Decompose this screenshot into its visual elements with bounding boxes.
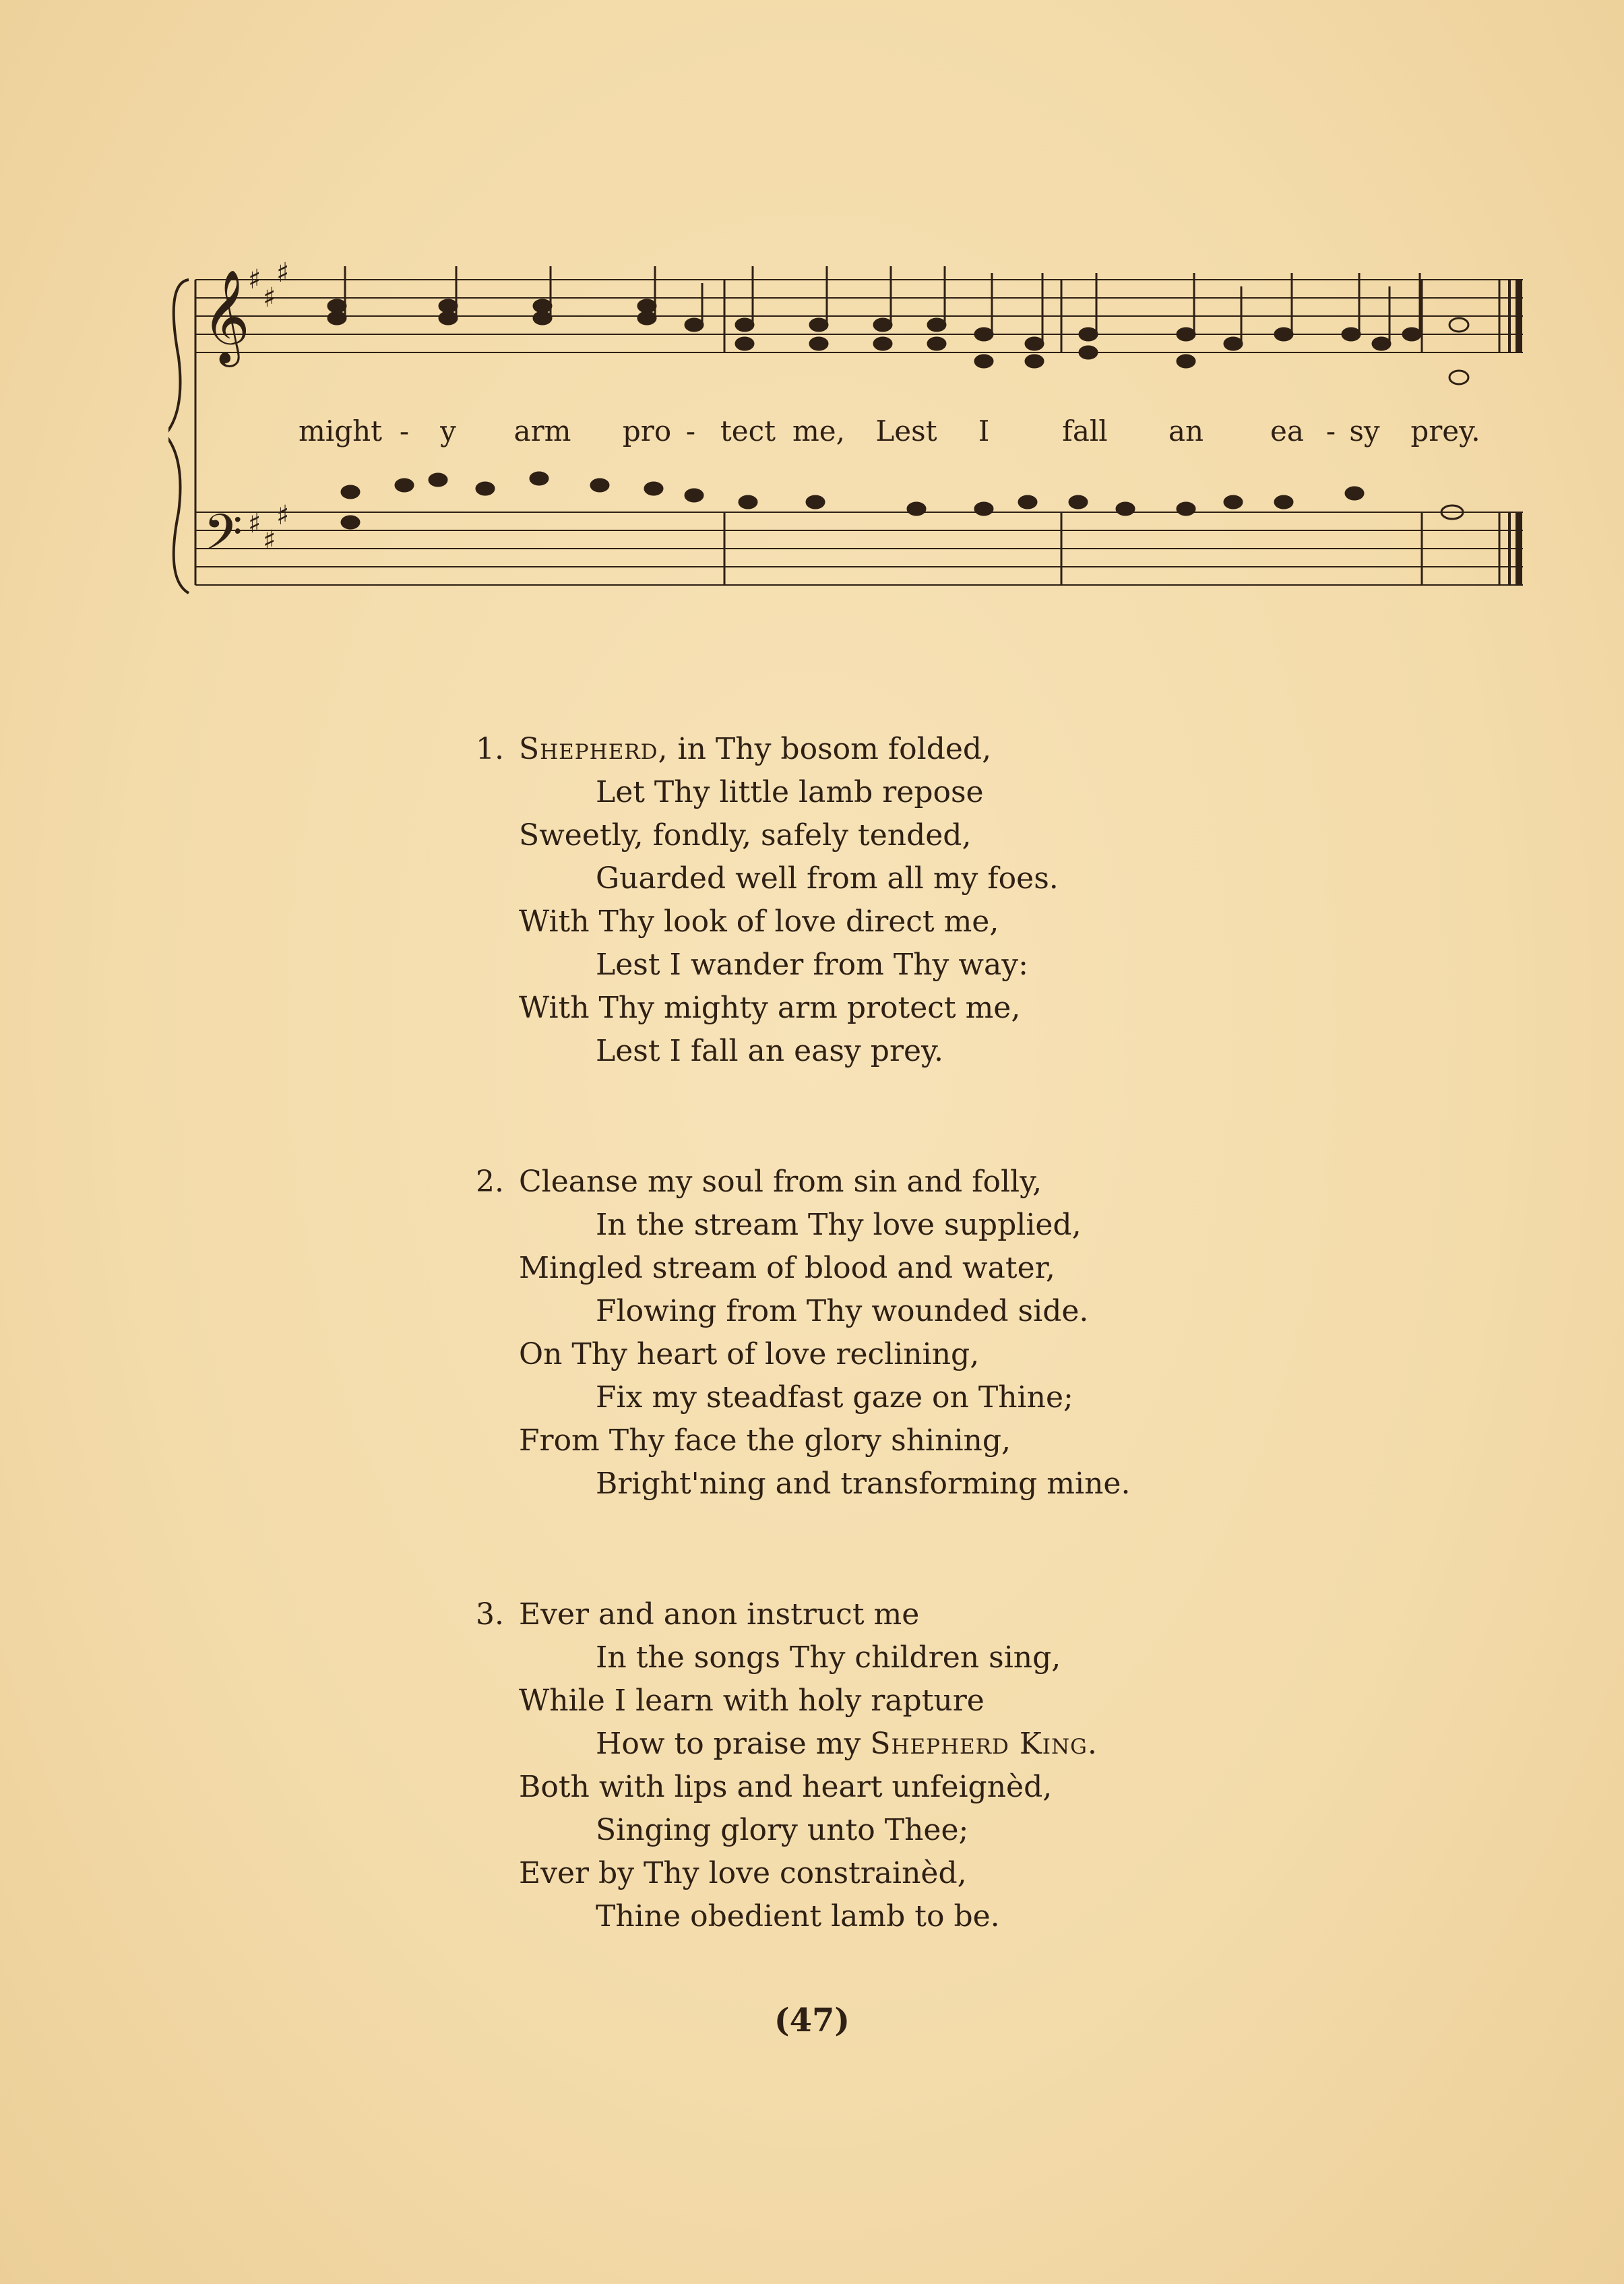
verse-number: 2. — [476, 1165, 504, 1199]
lyric-syllable: might — [298, 414, 383, 447]
verse-line-text: Cleanse my soul from sin and folly, — [519, 1165, 1042, 1199]
verse-line — [519, 1723, 1328, 1766]
treble-clef-icon: 𝄞 — [202, 270, 250, 363]
lyric-syllable: an — [1168, 414, 1204, 447]
lyric-syllable: Lest — [875, 414, 937, 447]
verse-line — [476, 1593, 1328, 1636]
svg-text:♯: ♯ — [263, 282, 276, 313]
verse-line: Mingled stream of blood and water, — [519, 1251, 1055, 1285]
verse-3 — [476, 1593, 1328, 1938]
svg-text:♯: ♯ — [248, 264, 261, 295]
verse-line: Singing glory unto Thee; — [596, 1813, 969, 1847]
lyric-syllable: arm — [513, 414, 571, 447]
verse-line: Guarded well from all my foes. — [596, 861, 1059, 896]
key-signature — [248, 257, 289, 556]
lyric-syllable: - — [685, 414, 696, 447]
verse-line — [476, 1161, 1328, 1204]
bass-notes — [342, 472, 1363, 528]
verse-line-text: in Thy bosom folded, — [668, 732, 992, 766]
svg-text:♯: ♯ — [276, 257, 290, 288]
verse-2 — [476, 1161, 1328, 1506]
hymn-verses — [476, 728, 1328, 2026]
page-number: (47) — [774, 2002, 850, 2039]
verse-line: Fix my steadfast gaze on Thine; — [596, 1380, 1073, 1415]
verse-1 — [476, 728, 1328, 1073]
verse-line — [476, 728, 1328, 771]
verse-line: In the stream Thy love supplied, — [596, 1208, 1082, 1242]
treble-staff — [195, 280, 1523, 352]
verse-line: With Thy look of love direct me, — [519, 904, 999, 939]
treble-half-notes — [1449, 318, 1468, 384]
lyric-syllable: me, — [792, 414, 846, 447]
verse-line: Bright'ning and transforming mine. — [596, 1467, 1131, 1501]
verse-line: Lest I wander from Thy way: — [596, 948, 1028, 982]
verse-number: 1. — [476, 732, 504, 766]
bass-staff — [195, 512, 1523, 585]
lyric-syllable: y — [440, 414, 456, 447]
verse-line: Lest I fall an easy prey. — [596, 1034, 944, 1068]
verse-line: With Thy mighty arm protect me, — [519, 991, 1021, 1025]
score-lyrics — [168, 414, 1530, 462]
lyric-syllable: tect — [720, 414, 776, 447]
verse-line: Both with lips and heart unfeignèd, — [519, 1770, 1053, 1804]
lyric-syllable: fall — [1062, 414, 1108, 447]
bass-clef-icon: 𝄢 — [204, 503, 243, 574]
lyric-syllable: prey. — [1410, 414, 1480, 447]
svg-text:♯: ♯ — [263, 525, 276, 556]
lyric-syllable: sy — [1349, 414, 1380, 447]
verse-line: Sweetly, fondly, safely tended, — [519, 818, 972, 853]
verse-small-caps: Shepherd King. — [870, 1727, 1098, 1761]
verse-line-text: Ever and anon instruct me — [519, 1597, 920, 1632]
verse-number: 3. — [476, 1597, 504, 1632]
verse-line: Thine obedient lamb to be. — [596, 1899, 1000, 1934]
svg-text:♯: ♯ — [248, 508, 261, 539]
lyric-syllable: ea — [1270, 414, 1304, 447]
verse-line: From Thy face the glory shining, — [519, 1423, 1011, 1458]
lyric-syllable: - — [399, 414, 410, 447]
lyric-syllable: I — [978, 414, 990, 447]
verse-line-text: How to praise my — [596, 1727, 871, 1761]
verse-line: Let Thy little lamb repose — [596, 775, 984, 809]
verse-line: Flowing from Thy wounded side. — [596, 1294, 1089, 1328]
verse-line: Ever by Thy love constrainèd, — [519, 1856, 967, 1890]
verse-line: On Thy heart of love reclining, — [519, 1337, 980, 1371]
verse-first-word: Shepherd, — [519, 732, 668, 766]
verse-line: While I learn with holy rapture — [519, 1684, 985, 1718]
lyric-syllable: - — [1325, 414, 1336, 447]
verse-line: In the songs Thy children sing, — [596, 1640, 1061, 1675]
svg-text:♯: ♯ — [276, 500, 290, 531]
lyric-syllable: pro — [622, 414, 672, 447]
